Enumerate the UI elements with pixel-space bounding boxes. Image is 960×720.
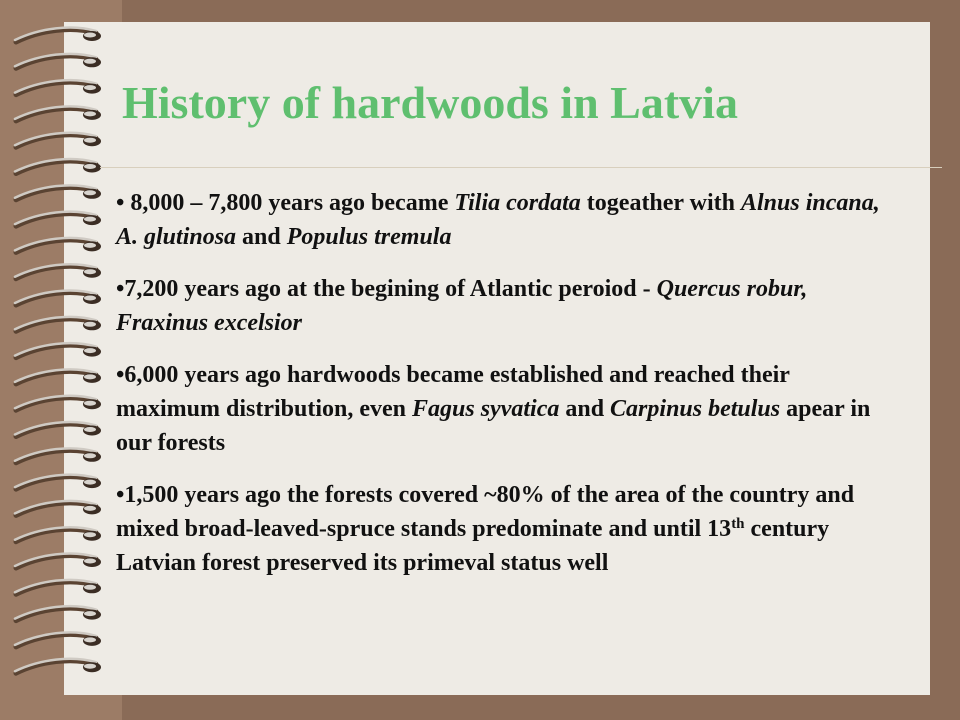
binding-ring-icon	[15, 343, 101, 357]
binding-ring-icon	[15, 80, 101, 94]
slide-title: History of hardwoods in Latvia	[122, 77, 738, 128]
bullet-item-3: •6,000 years ago hardwoods became established and reached their maximum distribution, even Fagus syvatica and Carpinus betulus apear in our forests	[116, 362, 871, 456]
binding-ring-icon	[15, 212, 101, 226]
species-name: Tilia cordata	[454, 190, 581, 216]
bullet-marker: •	[116, 190, 131, 216]
binding-ring-icon	[15, 632, 101, 646]
binding-ring-icon	[15, 317, 101, 331]
binding-ring-icon	[15, 369, 101, 383]
binding-ring-icon	[15, 475, 101, 489]
binding-ring-icon	[15, 238, 101, 252]
binding-ring-icon	[15, 501, 101, 515]
ordinal-superscript: th	[731, 516, 745, 532]
title-divider	[100, 167, 942, 168]
binding-ring-icon	[15, 580, 101, 594]
bullet-marker: •	[116, 276, 125, 302]
binding-ring-icon	[15, 28, 101, 42]
binding-ring-icon	[15, 264, 101, 278]
species-name: Carpinus betulus	[610, 396, 781, 422]
binding-ring-icon	[15, 133, 101, 147]
binding-ring-icon	[15, 554, 101, 568]
binding-ring-icon	[15, 159, 101, 173]
binding-ring-icon	[15, 54, 101, 68]
binding-ring-icon	[15, 659, 101, 673]
binding-ring-icon	[15, 396, 101, 410]
species-name: Quercus robur, Fraxinus excelsior	[116, 276, 808, 336]
binding-ring-icon	[15, 448, 101, 462]
spiral-binding-rings-icon	[0, 0, 130, 720]
species-name: Fagus syvatica	[412, 396, 560, 422]
binding-ring-icon	[15, 606, 101, 620]
bullet-item-4: •1,500 years ago the forests covered ~80% of the area of the country and mixed broad-leaved-spruce stands predominate and until 13th century Latvian forest preserved its primeval status well	[116, 482, 855, 576]
binding-ring-icon	[15, 422, 101, 436]
bullet-marker: •	[116, 362, 125, 388]
bullet-item-2: •7,200 years ago at the begining of Atlantic peroiod - Quercus robur, Fraxinus excelsior	[116, 276, 808, 336]
binding-ring-icon	[15, 106, 101, 120]
binding-ring-icon	[15, 185, 101, 199]
species-name: Populus tremula	[286, 224, 452, 250]
bullet-item-1: • 8,000 – 7,800 years ago became Tilia cordata togeather with Alnus incana, A. glutinosa and Populus tremula	[116, 190, 880, 250]
bullet-marker: •	[116, 482, 125, 508]
binding-ring-icon	[15, 291, 101, 305]
binding-ring-icon	[15, 527, 101, 541]
species-name: Alnus incana, A. glutinosa	[116, 190, 880, 250]
bullet-list	[116, 186, 896, 598]
